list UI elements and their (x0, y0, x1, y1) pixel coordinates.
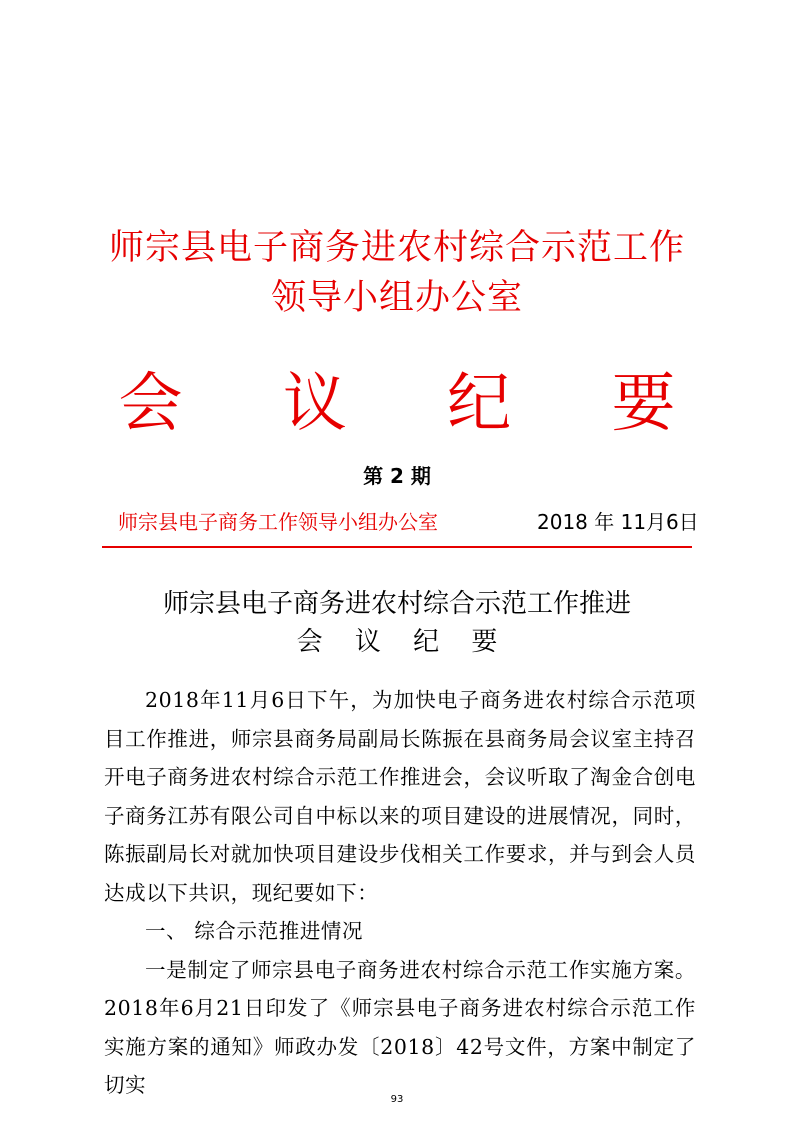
org-name-line1: 师宗县电子商务进农村综合示范工作 (108, 228, 685, 268)
body-paragraph-plan: 一是制定了师宗县电子商务进农村综合示范工作实施方案。2018年6月21日印发了《师宗县电子商务进农村综合示范工作实施方案的通知》师政办发〔2018〕42号文件，方案中制定了切实 (104, 957, 696, 1097)
document-type-heading: 会 议 纪 要 (118, 367, 716, 441)
document-title-line2: 会 议 纪 要 (296, 627, 510, 657)
red-divider-line (102, 546, 692, 548)
issue-date: 2018 年 11月6日 (537, 510, 699, 534)
body-paragraph-intro: 2018年11月6日下午，为加快电子商务进农村综合示范项目工作推进，师宗县商务局副局长陈振在县商务局会议室主持召开电子商务进农村综合示范工作推进会，会议听取了淘金合创电子商务江苏有限公司自中标以来的项目建设的进展情况，同时，陈振副局长对就加快项目建设步伐相关工作要求，并与到会人员达成以下共识，现纪要如下： (104, 688, 696, 905)
page-number: 93 (390, 1094, 404, 1105)
section-heading-1: 一、 综合示范推进情况 (145, 919, 364, 943)
org-name-line2: 领导小组办公室 (270, 278, 523, 318)
issuing-office: 师宗县电子商务工作领导小组办公室 (118, 510, 438, 534)
document-body (104, 681, 696, 1105)
issue-number: 第 2 期 (363, 464, 431, 488)
document-title-line1: 师宗县电子商务进农村综合示范工作推进 (162, 589, 631, 619)
